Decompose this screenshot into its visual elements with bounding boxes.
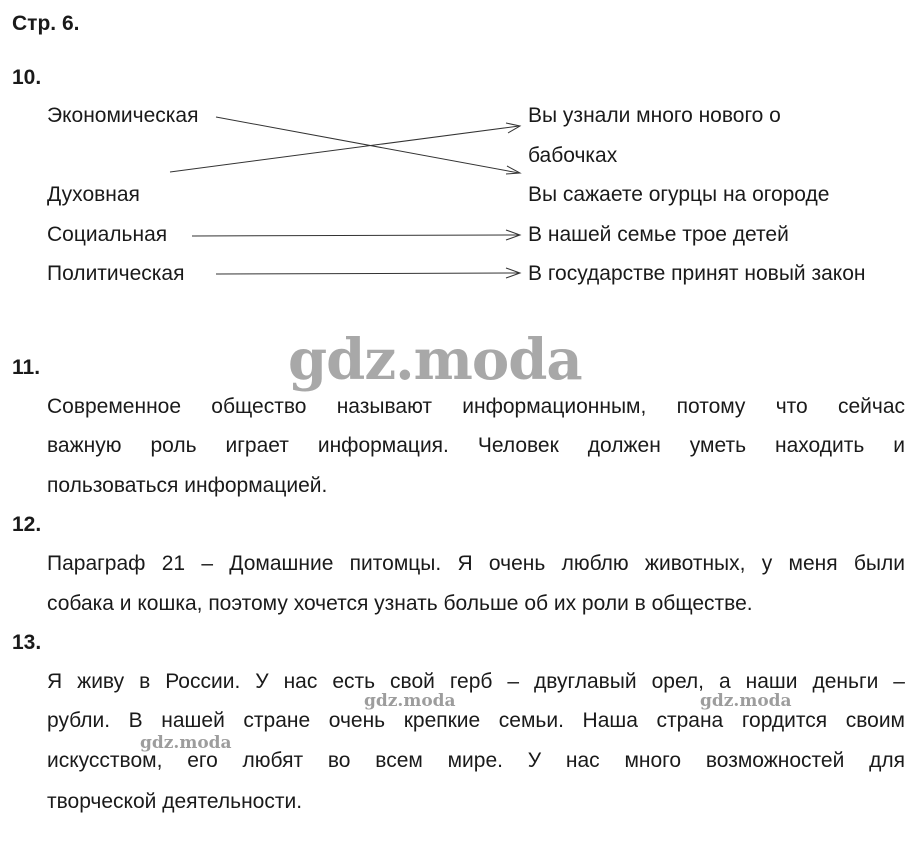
- sphere-spiritual: Духовная: [47, 183, 140, 206]
- task-11-line-1: Современное общество называют информационным, потому что сейчас: [47, 395, 905, 418]
- sphere-economic: Экономическая: [47, 104, 199, 127]
- example-law: В государстве принят новый закон: [528, 262, 866, 285]
- page-header: Стр. 6.: [12, 12, 80, 35]
- task-13-line-3: искусством, его любят во всем мире. У нас много возможностей для: [47, 749, 905, 772]
- sphere-political: Политическая: [47, 262, 185, 285]
- task-12-line-2: собака и кошка, поэтому хочется узнать больше об их роли в обществе.: [47, 592, 753, 615]
- arrow-economic-to-cucumbers: [216, 117, 519, 173]
- watermark-small-2: gdz.moda: [700, 691, 792, 711]
- task-12-number: 12.: [12, 513, 42, 536]
- watermark-small-1: gdz.moda: [364, 691, 456, 711]
- watermark-large: gdz.moda: [288, 327, 582, 393]
- example-butterflies-line1: Вы узнали много нового о: [528, 104, 781, 127]
- watermark-small-3: gdz.moda: [140, 733, 232, 753]
- arrow-political-to-law: [216, 273, 519, 274]
- task-11-line-3: пользоваться информацией.: [47, 474, 328, 497]
- task-13-line-2: рубли. В нашей стране очень крепкие семьи. Наша страна гордится своим: [47, 709, 905, 732]
- task-13-line-4: творческой деятельности.: [47, 790, 303, 813]
- example-butterflies-line2: бабочках: [528, 144, 618, 167]
- task-13-line-1: Я живу в России. У нас есть свой герб – двуглавый орел, а наши деньги –: [47, 670, 905, 693]
- arrow-spiritual-to-butterflies: [170, 126, 519, 172]
- sphere-social: Социальная: [47, 223, 168, 246]
- task-10-number: 10.: [12, 66, 42, 89]
- arrow-social-to-family: [192, 235, 519, 236]
- task-12-line-1: Параграф 21 – Домашние питомцы. Я очень люблю животных, у меня были: [47, 552, 905, 575]
- task-13-number: 13.: [12, 631, 42, 654]
- example-family: В нашей семье трое детей: [528, 223, 789, 246]
- task-11-number: 11.: [12, 356, 41, 379]
- task-11-line-2: важную роль играет информация. Человек должен уметь находить и: [47, 434, 905, 457]
- example-cucumbers: Вы сажаете огурцы на огороде: [528, 183, 830, 206]
